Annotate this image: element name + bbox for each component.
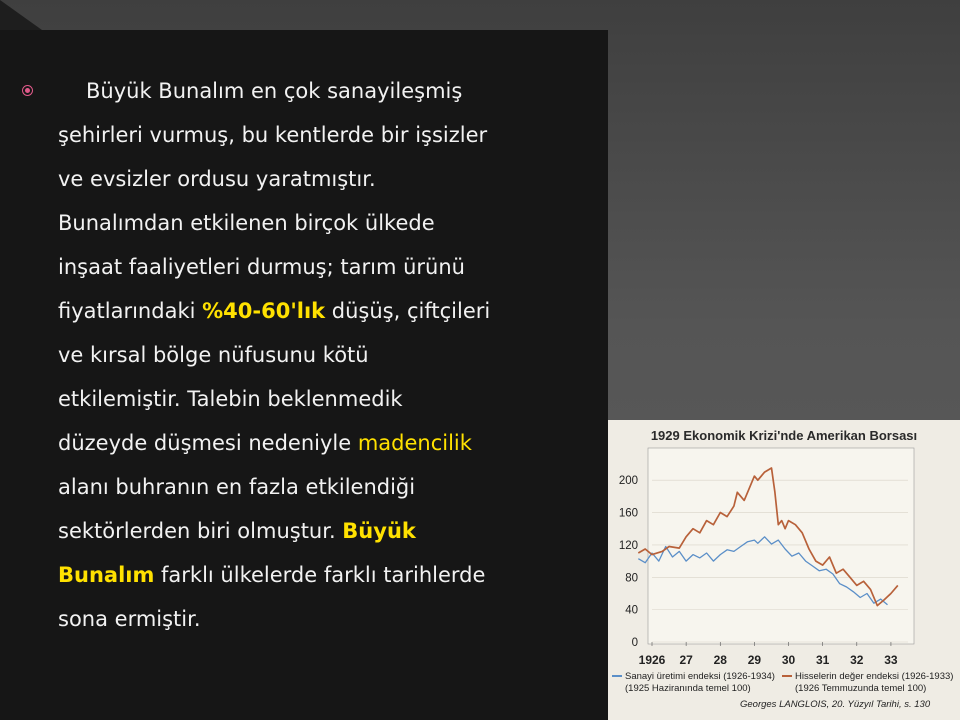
text-segment: şehirleri vurmuş, bu kentlerde bir işsizler xyxy=(58,123,488,147)
text-segment: sona ermiştir. xyxy=(58,607,201,631)
corner-arrow-icon xyxy=(0,0,42,30)
text-segment: alanı buhranın en fazla etkilendiği xyxy=(58,475,416,499)
legend-industrial-label: Sanayi üretimi endeksi (1926-1934) xyxy=(625,671,775,682)
text-line xyxy=(58,421,606,465)
x-tick-label: 31 xyxy=(815,653,830,667)
x-tick-label: 27 xyxy=(679,653,693,667)
legend-stock-subtitle: (1926 Temmuzunda temel 100) xyxy=(795,683,927,694)
text-line xyxy=(58,377,606,421)
x-tick-label: 29 xyxy=(747,653,762,667)
text-segment: etkilemiştir. Talebin beklenmedik xyxy=(58,387,403,411)
legend-stock-label: Hisselerin değer endeksi (1926-1933) xyxy=(795,671,954,682)
text-line xyxy=(58,333,606,377)
bullet-icon xyxy=(22,85,33,96)
text-segment: Bunalımdan etkilenen birçok ülkede xyxy=(58,211,435,235)
text-segment: düzeyde düşmesi nedeniyle xyxy=(58,431,358,455)
plot-area xyxy=(648,448,914,644)
x-tick-label: 30 xyxy=(781,653,796,667)
y-tick-label: 80 xyxy=(625,572,638,585)
chart-title: 1929 Ekonomik Krizi'nde Amerikan Borsası xyxy=(650,428,918,443)
text-segment: ve kırsal bölge nüfusunu kötü xyxy=(58,343,369,367)
text-line xyxy=(58,289,606,333)
text-line xyxy=(58,201,606,245)
legend-stock xyxy=(782,671,953,695)
y-tick-label: 120 xyxy=(618,539,638,552)
y-tick-label: 160 xyxy=(618,507,638,520)
y-tick-label: 40 xyxy=(625,604,638,617)
text-segment: sektörlerden biri olmuştur. xyxy=(58,519,343,543)
text-segment: fiyatlarındaki xyxy=(58,299,203,323)
text-line xyxy=(58,245,606,289)
legend-swatch-stock xyxy=(782,675,792,677)
text-line xyxy=(58,597,606,641)
body-paragraph xyxy=(58,69,606,641)
text-line xyxy=(58,465,606,509)
x-tick-label: 28 xyxy=(713,653,727,667)
highlighted-text: madencilik xyxy=(357,431,472,455)
text-segment: Büyük Bunalım en çok sanayileşmiş xyxy=(86,79,463,103)
y-tick-label: 200 xyxy=(618,475,638,488)
chart-source-credit: Georges LANGLOIS, 20. Yüzyıl Tarihi, s. 130 xyxy=(740,699,931,710)
text-segment: ve evsizler ordusu yaratmıştır. xyxy=(58,167,376,191)
text-line xyxy=(58,113,606,157)
x-tick-label: 33 xyxy=(884,653,898,667)
x-tick-label: 1926 xyxy=(638,653,666,667)
x-tick-label: 32 xyxy=(850,653,864,667)
legend-swatch-industrial xyxy=(612,675,622,677)
highlighted-text: Büyük xyxy=(342,519,416,543)
text-segment: düşüş, çiftçileri xyxy=(325,299,491,323)
y-tick-label: 0 xyxy=(631,637,638,649)
highlighted-text: %40-60'lık xyxy=(202,299,326,323)
text-line xyxy=(58,157,606,201)
text-segment: farklı ülkelerde farklı tarihlerde xyxy=(154,563,486,587)
highlighted-text: Bunalım xyxy=(58,563,155,587)
text-panel xyxy=(0,30,608,720)
text-line xyxy=(58,553,606,597)
text-segment: inşaat faaliyetleri durmuş; tarım ürünü xyxy=(58,255,465,279)
text-line xyxy=(58,509,606,553)
legend-industrial xyxy=(612,671,775,695)
legend-industrial-subtitle: (1925 Haziranında temel 100) xyxy=(625,683,751,694)
text-line xyxy=(58,69,606,113)
